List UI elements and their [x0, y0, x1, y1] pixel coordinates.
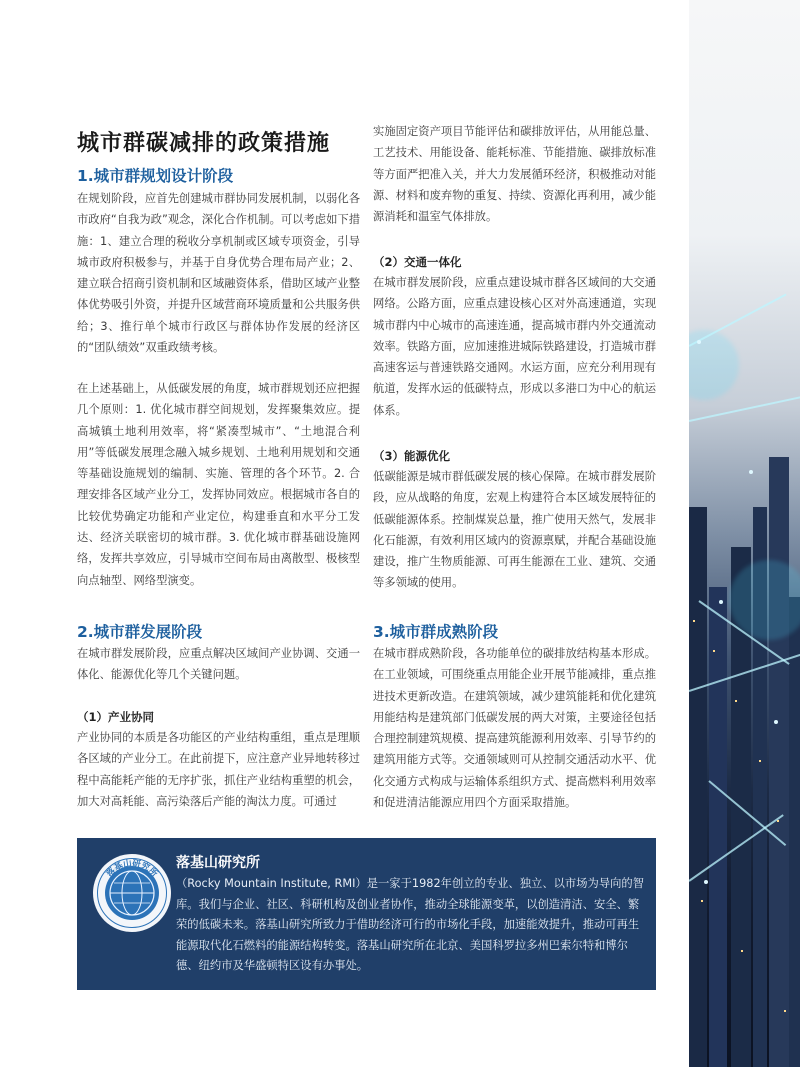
section-1-paragraph-1: 在规划阶段，应首先创建城市群协同发展机制，以弱化各市政府“自我为政”观念，深化合作机制。可以考虑如下措施：1、建立合理的税收分享机制或区域专项资金，引导城市政府积极参与，并基于自身优势合理布局产业；2、建立联合招商引资机制和区域融资体系，借助区域产业整体优势吸引外资，并提升区域营商环境质量和公共服务供给；3、推行单个城市行政区与群体协作发展的经济区的“团队绩效”双重政绩考核。	[77, 192, 360, 355]
subsection-1-heading: （1）产业协同	[77, 710, 155, 724]
logo-text-arc	[93, 854, 171, 932]
infobox-text: （Rocky Mountain Institute, RMI）是一家于1982年创立的专业、独立、以市场为导向的智库。我们与企业、社区、科研机构及创业者协作，推动全球能源变革，以创造清洁、安全、繁荣的低碳未来。落基山研究所致力于借助经济可行的市场化手段，加速能效提升，推动可再生能源取代化石燃料的能源结构转变。落基山研究所在北京、美国科罗拉多州巴索尔特和博尔德、纽约市及华盛顿特区设有办事处。	[176, 877, 645, 972]
rmi-info-box	[77, 838, 656, 990]
section-1-heading: 1.城市群规划设计阶段	[77, 167, 234, 185]
section-2-intro: 在城市群发展阶段，应重点解决区域间产业协调、交通一体化、能源优化等几个关键问题。	[77, 647, 360, 682]
infobox-title: 落基山研究所	[176, 855, 260, 871]
city-photo-strip	[689, 0, 800, 1067]
subsection-2-text: 在城市群发展阶段，应重点建设城市群各区域间的大交通网络。公路方面，应重点建设核心区对外高速通道，实现城市群内中心城市的高速连通，提高城市群内外交通流动效率。铁路方面，应加速推进城际铁路建设，打造城市群高速客运与普速铁路交通网。水运方面，应充分利用现有航道，发挥水运的低碳特点，形成以多港口为中心的航运体系。	[373, 276, 656, 417]
rmi-logo	[93, 854, 171, 932]
section-1-paragraph-2: 在上述基础上，从低碳发展的角度，城市群规划还应把握几个原则：1. 优化城市群空间规划，发挥聚集效应。提高城镇土地利用效率，将“紧凑型城市”、“土地混合利用”等低碳发展理念融入城乡规划、土地利用规划和交通等基础设施规划的编制、实施、管理的各个环节。2. 合理安排各区域产业分工，发挥协同效应。根据城市各自的比较优势确定功能和产业定位，构建垂直和水平分工发达、经济关联密切的城市群。3. 优化城市群基础设施网络，发挥共享效应，引导城市空间布局由离散型、极核型向点轴型、网络型演变。	[77, 382, 360, 587]
section-2-heading: 2.城市群发展阶段	[77, 623, 203, 641]
page-title: 城市群碳减排的政策措施	[77, 131, 331, 156]
logo-text: 落基山研究所	[104, 858, 160, 880]
subsection-2-heading: （2）交通一体化	[373, 255, 462, 269]
section-3-heading: 3.城市群成熟阶段	[373, 623, 499, 641]
subsection-3-heading: （3）能源优化	[373, 449, 451, 463]
svg-text:落基山研究所	[104, 858, 160, 880]
section-3-text: 在城市群成熟阶段，各功能单位的碳排放结构基本形成。在工业领域，可围绕重点用能企业开展节能减排，重点推进技术更新改造。在建筑领域，减少建筑能耗和优化建筑用能结构是建筑部门低碳发展的两大对策，主要途径包括合理控制建筑规模、提高建筑能源利用效率、引导节约的建筑用能方式等。交通领域则可从控制交通活动水平、优化交通方式构成与运输体系组织方式、提高燃料利用效率和促进清洁能源应用四个方面采取措施。	[373, 647, 656, 810]
subsection-1-text-b: 实施固定资产项目节能评估和碳排放评估，从用能总量、工艺技术、用能设备、能耗标准、节能措施、碳排放标准等方面严把准入关，并大力发展循环经济，积极推动对能源、材料和废弃物的重复、持续、资源化再利用，减少能源消耗和温室气体排放。	[373, 125, 656, 224]
subsection-3-text: 低碳能源是城市群低碳发展的核心保障。在城市群发展阶段，应从战略的角度，宏观上构建符合本区域发展特征的低碳能源体系。控制煤炭总量，推广使用天然气，发展非化石能源，有效利用区域内的资源禀赋，并配合基础设施建设，推广生物质能源、可再生能源在工业、建筑、交通等多领域的使用。	[373, 470, 656, 590]
subsection-1-text-a: 产业协同的本质是各功能区的产业结构重组，重点是理顺各区域的产业分工。在此前提下，应注意产业异地转移过程中高能耗产能的无序扩张，抓住产业结构重塑的机会，加大对高耗能、高污染落后产能的淘汰力度。可通过	[77, 731, 360, 808]
